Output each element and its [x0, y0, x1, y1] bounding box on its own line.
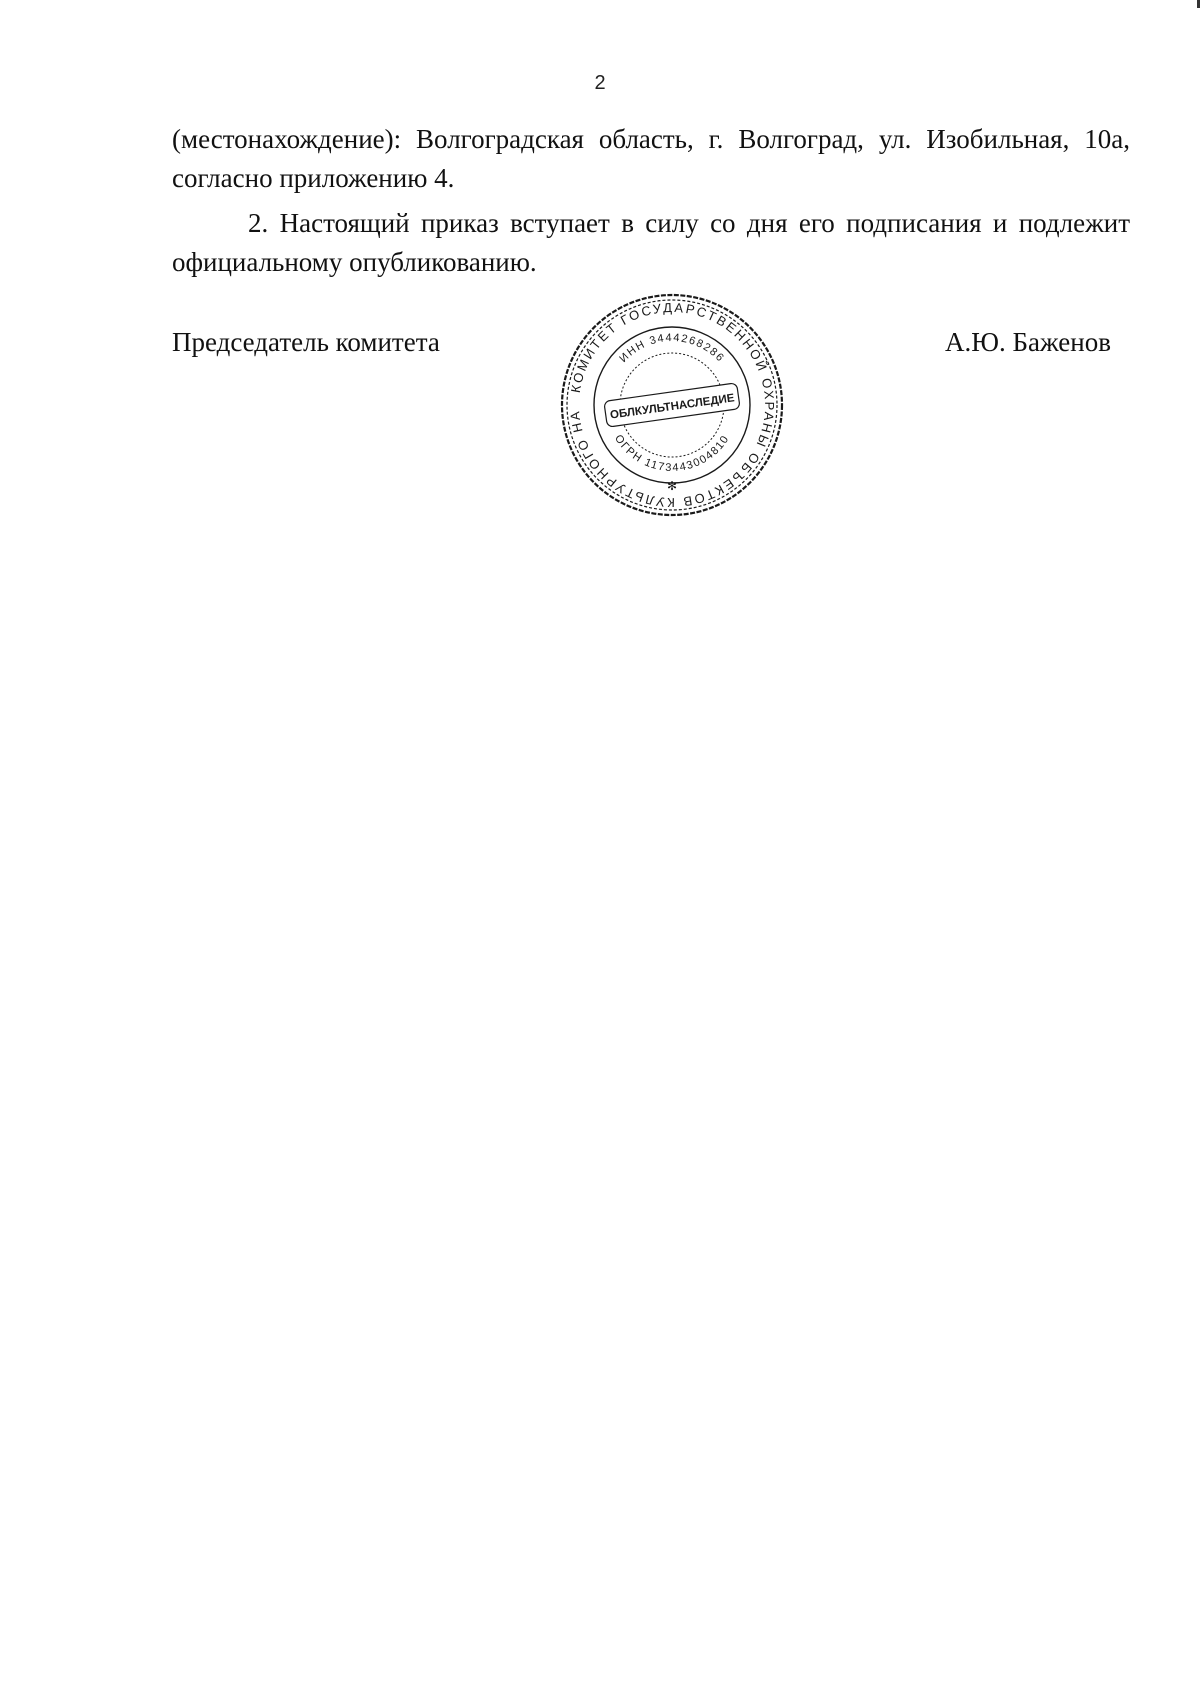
paragraph-continuation: (местонахождение): Волгоградская область, г. Волгоград, ул. Изобильная, 10а, согласно приложению 4.	[172, 124, 1130, 193]
signatory-title: Председатель комитета	[172, 327, 440, 357]
seal-center-text: ОБЛКУЛЬТНАСЛЕДИЕ	[609, 392, 736, 422]
official-seal	[557, 290, 787, 520]
seal-star-icon: ✻	[666, 479, 678, 493]
official-seal-graphic	[557, 290, 787, 520]
paragraph-item-2: 2. Настоящий приказ вступает в силу со дня его подписания и подлежит официальному опубликованию.	[172, 208, 1130, 277]
seal-inner-bottom-text: ОГРН 1173443004810	[612, 432, 732, 475]
document-body	[172, 120, 1130, 282]
seal-inner-top-text: ИНН 3444268286	[617, 331, 727, 365]
page-number: 2	[594, 72, 606, 94]
seal-outer-text: КОМИТЕТ ГОСУДАРСТВЕННОЙ ОХРАНЫ ОБЪЕКТОВ КУЛЬТУРНОГО НА	[567, 299, 778, 511]
svg-text:ОГРН 1173443004810	[612, 433, 732, 474]
signatory-name: А.Ю. Баженов	[945, 327, 1111, 357]
